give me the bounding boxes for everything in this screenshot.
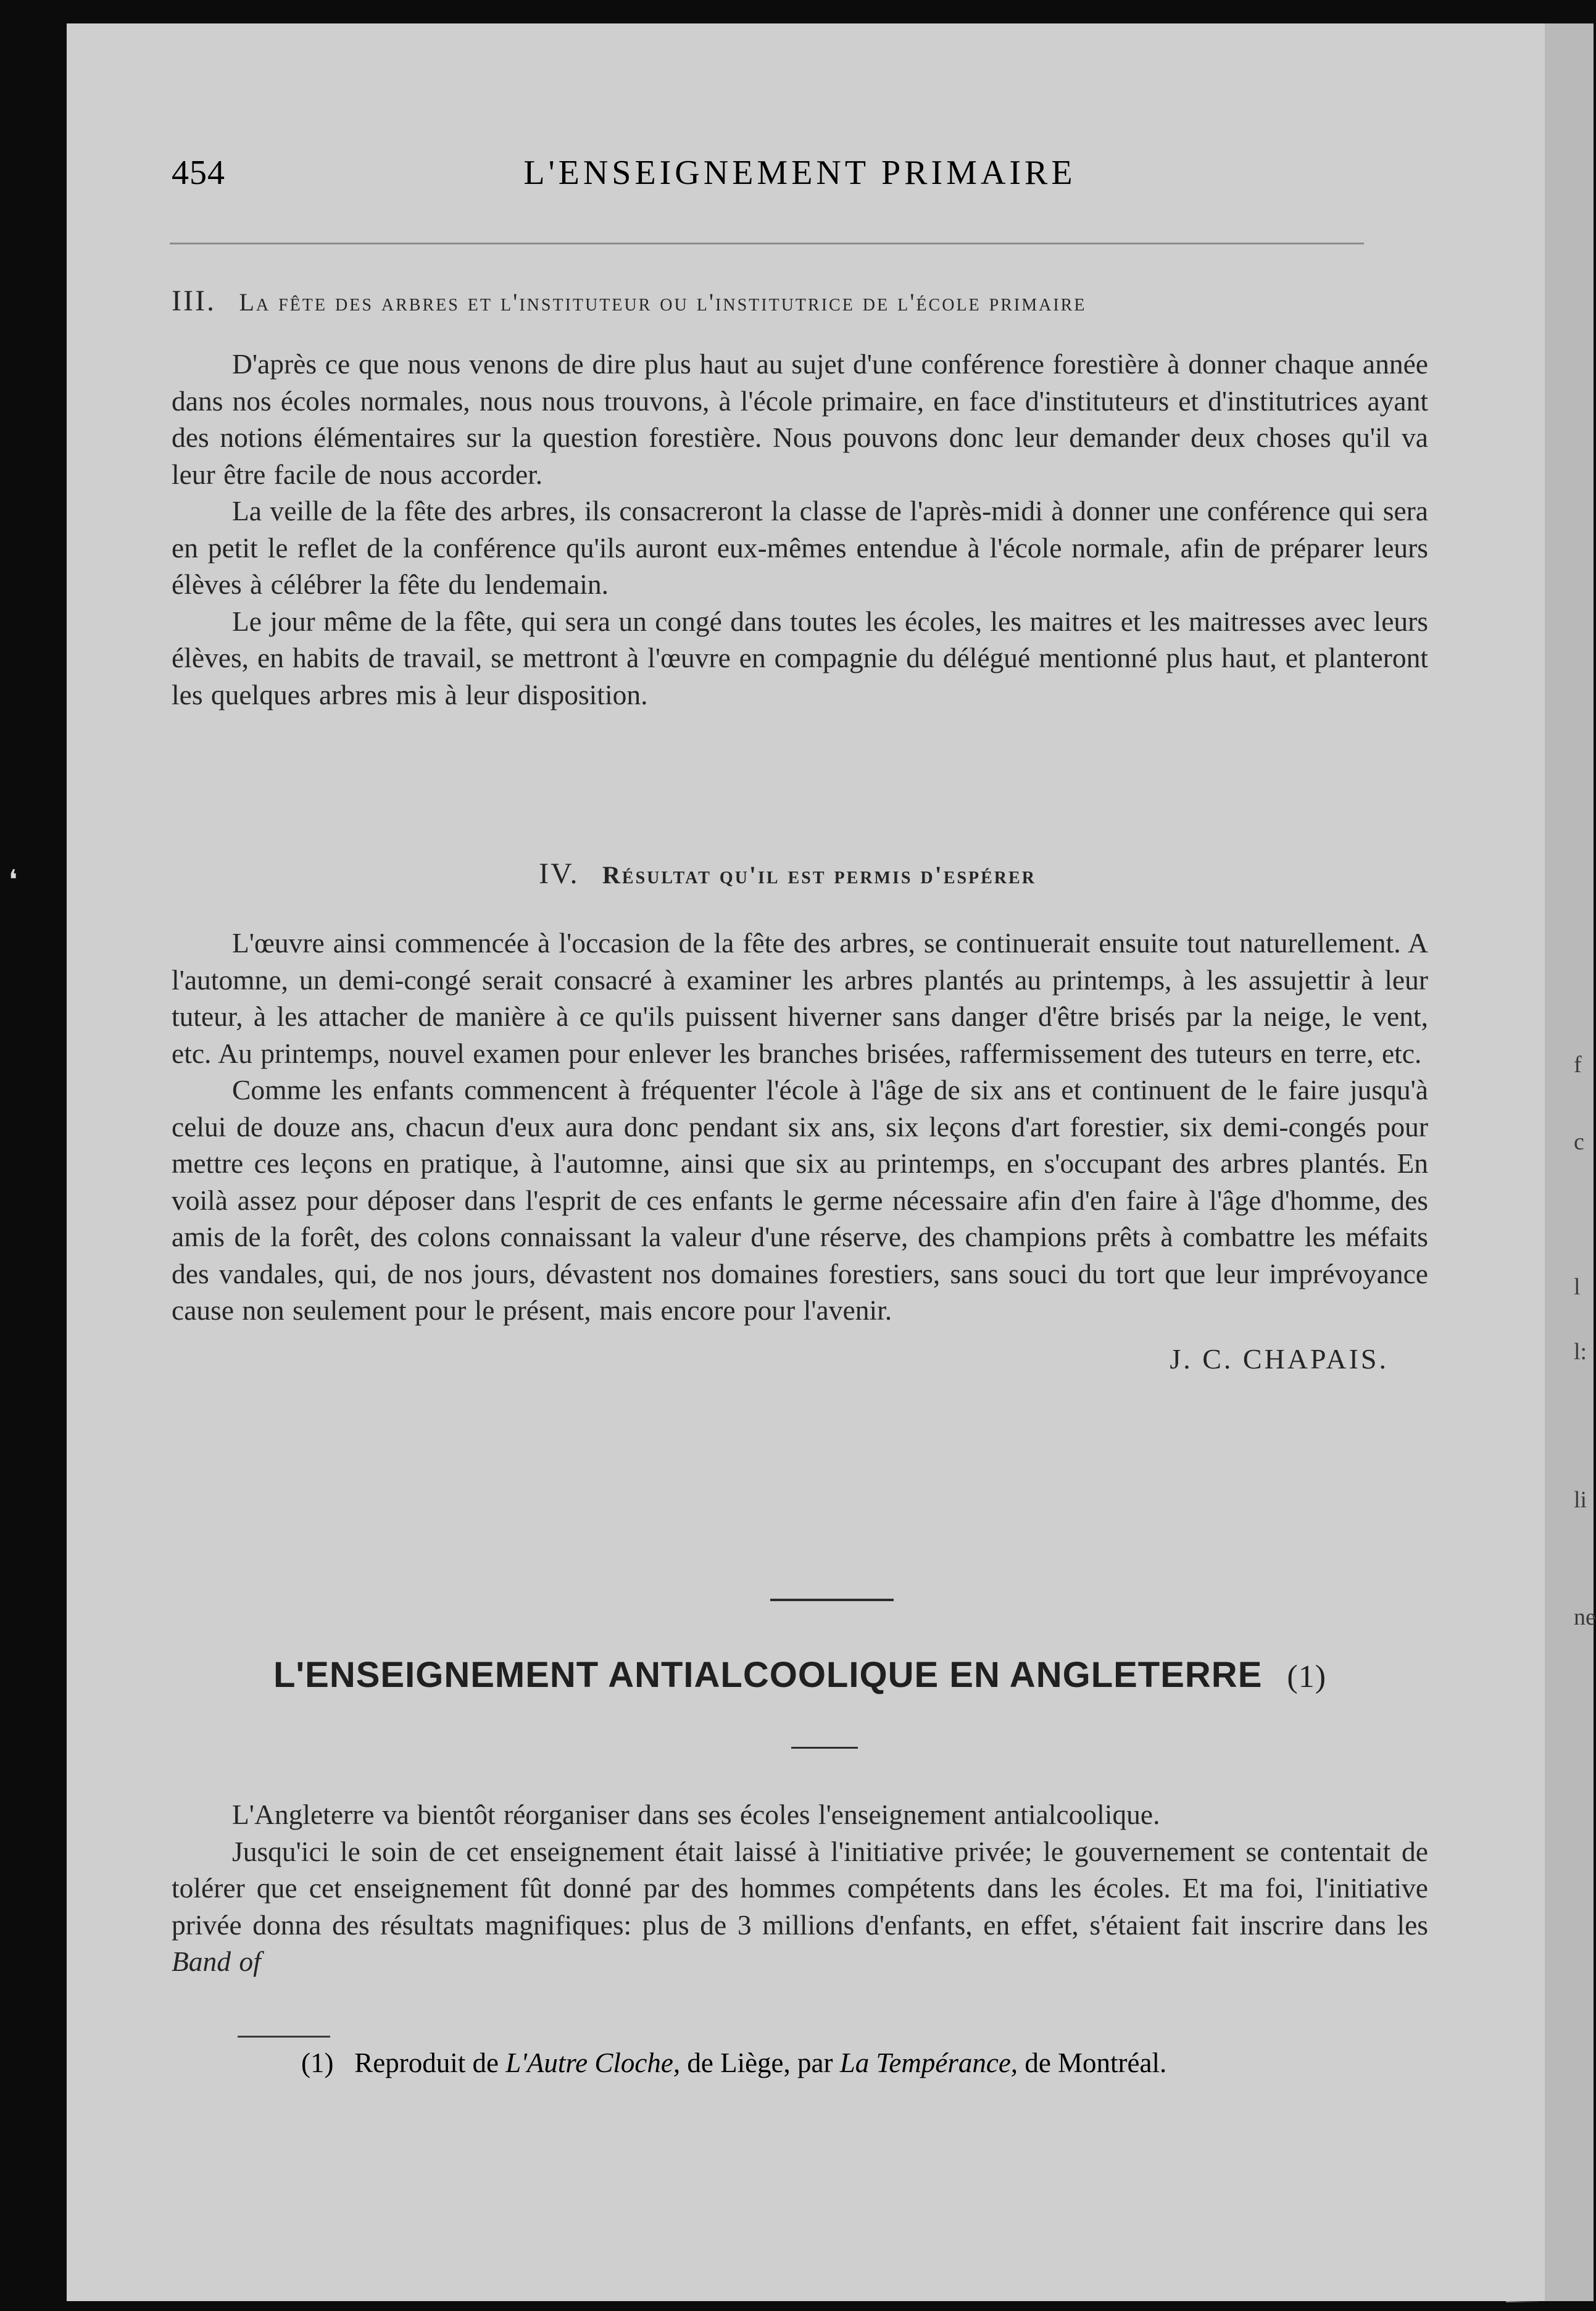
section-4-heading — [172, 857, 1428, 891]
footnote-rule — [238, 2036, 330, 2038]
paragraph: Comme les enfants commencent à fréquenter l'école à l'âge de six ans et continuent de le faire jusqu'à celui de douze ans, chacun d'eux aura donc pendant six ans, six leçons d'art forestier, six demi-congés pour mettre ces leçons en pratique, à l'automne, ainsi que six au printemps, en s'occupant des arbres plantés. En voilà assez pour déposer dans l'esprit de ces enfants le germe nécessaire afin d'en faire à l'âge d'homme, des amis de la forêt, des colons connaissant la valeur d'une réserve, des champions prêts à combattre les méfaits des vandales, qui, de nos jours, dévastent nos domaines forestiers, sans souci du tort que leur imprévoyance cause non seulement pour le présent, mais encore pour l'avenir. — [172, 1074, 1428, 1326]
adjacent-page-fragment: c — [1574, 1129, 1584, 1155]
section-4-title: Résultat qu'il est permis d'espérer — [602, 861, 1036, 889]
paragraph: La veille de la fête des arbres, ils consacreront la classe de l'après-midi à donner une conférence qui sera en petit le reflet de la conférence qu'ils auront eux-mêmes entendue à l'école normale, afin de préparer leurs élèves à célébrer la fête du lendemain. — [172, 495, 1428, 600]
footnote-suffix: de Montréal. — [1025, 2047, 1167, 2078]
author-signature: J. C. CHAPAIS. — [1170, 1343, 1389, 1375]
section-3-title: La fête des arbres et l'instituteur ou l'institutrice de l'école primaire — [239, 288, 1087, 316]
footnote-prefix: Reproduit de — [354, 2047, 499, 2078]
footnote-reference: (1) — [1287, 1659, 1327, 1694]
header-rule — [170, 243, 1364, 244]
paragraph: D'après ce que nous venons de dire plus haut au sujet d'une conférence forestière à donner chaque année dans nos écoles normales, nous nous trouvons, à l'école primaire, en face d'instituteurs et d'institutrices ayant des notions élémentaires sur la question forestière. Nous pouvons donc leur demander deux choses qu'il va leur être facile de nous accorder. — [172, 348, 1428, 490]
section-4 — [172, 857, 1428, 1375]
article-body — [172, 1796, 1428, 1980]
section-3-heading — [172, 284, 1428, 318]
paragraph-text: Jusqu'ici le soin de cet enseignement était laissé à l'initiative privée; le gouvernement se contentait de tolérer que cet enseignement fût donné par des hommes compétents dans les écoles. Et ma foi, l'initiative privée donna des résultats magnifiques: plus de 3 millions d'enfants, en effet, s'étaient fait inscrire dans les — [172, 1835, 1428, 1941]
adjacent-page-fragment: f — [1574, 1052, 1582, 1078]
adjacent-page-fragment: l — [1574, 1274, 1581, 1300]
section-separator-rule — [770, 1599, 894, 1601]
footnote-marker: (1) — [301, 2047, 334, 2078]
title-underline-rule — [791, 1747, 858, 1749]
paragraph: Le jour même de la fête, qui sera un congé dans toutes les écoles, les maitres et les maitresses avec leurs élèves, en habits de travail, se mettront à l'œuvre en compagnie du délégué mentionné plus haut, et planteront les quelques arbres mis à leur disposition. — [172, 605, 1428, 710]
footnote — [172, 2044, 1428, 2081]
running-title: L'ENSEIGNEMENT PRIMAIRE — [523, 154, 1076, 192]
footnote-source-2: La Tempérance, — [839, 2047, 1018, 2078]
footnote-source-1: L'Autre Cloche, — [505, 2047, 681, 2078]
article-title — [172, 1654, 1428, 1696]
section-4-numeral: IV. — [539, 857, 580, 890]
footnote-middle: de Liège, par — [687, 2047, 833, 2078]
section-3 — [172, 284, 1428, 713]
running-header — [172, 153, 1428, 202]
adjacent-page-fragment: ne — [1574, 1604, 1596, 1630]
adjacent-page-fragment: li — [1574, 1487, 1587, 1513]
paragraph — [172, 1833, 1428, 1980]
article-title-text: L'ENSEIGNEMENT ANTIALCOOLIQUE EN ANGLETERRE — [273, 1655, 1263, 1695]
page-number: 454 — [172, 154, 225, 192]
italic-term: Band of — [172, 1946, 261, 1977]
adjacent-page-fragment: l: — [1574, 1339, 1587, 1365]
adjacent-page-edge — [1538, 23, 1594, 2301]
paragraph: L'Angleterre va bientôt réorganiser dans ses écoles l'enseignement antialcoolique. — [232, 1799, 1160, 1830]
scan-speck: ❛ — [9, 865, 18, 895]
section-3-numeral: III. — [172, 285, 216, 317]
paragraph: L'œuvre ainsi commencée à l'occasion de la fête des arbres, se continuerait ensuite tout naturellement. A l'automne, un demi-congé serait consacré à examiner les arbres plantés au printemps, à les assujettir à leur tuteur, à les attacher de manière à ce qu'ils puissent hiverner sans danger d'être brisés par la neige, le vent, etc. Au printemps, nouvel examen pour enlever les branches brisées, raffermissement des tuteurs en terre, etc. — [172, 927, 1428, 1069]
